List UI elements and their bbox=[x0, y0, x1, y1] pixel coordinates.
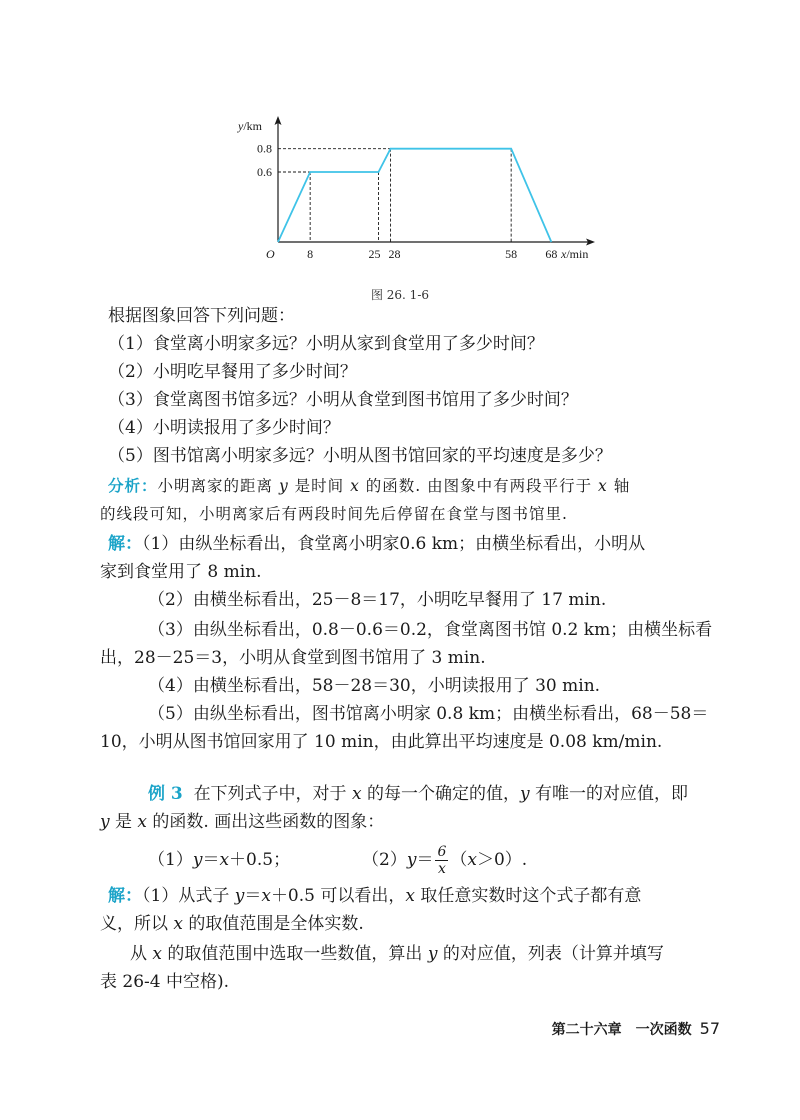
example3-label: 例 3 bbox=[148, 784, 183, 804]
solution2-line-3: 从 x 的取值范围中选取一些数值，算出 y 的对应值，列表（计算并填写 bbox=[130, 944, 664, 964]
fraction-6-over-x: $\frac{6}{x}$ bbox=[437, 844, 447, 877]
question-5: （5）图书馆离小明家多远？小明从图书馆回家的平均速度是多少？ bbox=[108, 446, 612, 466]
x-tick-label: 25 bbox=[368, 247, 381, 261]
solution-line-1: 解：（1）由纵坐标看出，食堂离小明家0.6 km；由横坐标看出，小明从 bbox=[108, 534, 646, 554]
solution-line-8: 10，小明从图书馆回家用了 10 min，由此算出平均速度是 0.08 km/min. bbox=[100, 732, 663, 752]
x-tick-label: 28 bbox=[388, 247, 401, 261]
solution2-line-4: 表 26-4 中空格). bbox=[100, 972, 230, 992]
x-tick-label: 8 bbox=[307, 247, 314, 261]
distance-series-line bbox=[278, 149, 551, 242]
solution-line-3: （2）由横坐标看出，25－8＝17，小明吃早餐用了 17 min. bbox=[148, 590, 607, 610]
solution-line-2: 家到食堂用了 8 min. bbox=[100, 562, 262, 582]
x-tick-label: 68 bbox=[545, 247, 558, 261]
x-tick-label: 58 bbox=[505, 247, 518, 261]
origin-label: O bbox=[266, 247, 275, 261]
formula-1: （1）y＝x＋0.5； bbox=[148, 850, 291, 870]
analysis-line-2: 的线段可知，小明离家后有两段时间先后停留在食堂与图书馆里. bbox=[100, 505, 568, 523]
solution2-line-1: 解：（1）从式子 y＝x＋0.5 可以看出，x 取任意实数时这个式子都有意 bbox=[108, 886, 642, 906]
chapter-title: 第二十六章 一次函数 bbox=[551, 1022, 692, 1038]
formula-2: （2）y＝ $\frac{6}{x}$ （x＞0）. bbox=[362, 844, 528, 877]
solution2-line-2: 义，所以 x 的取值范围是全体实数. bbox=[100, 914, 364, 934]
solution-line-4: （3）由纵坐标看出，0.8－0.6＝0.2，食堂离图书馆 0.2 km；由横坐标看 bbox=[148, 620, 713, 640]
x-axis-label: x/min bbox=[561, 247, 589, 261]
question-2: （2）小明吃早餐用了多少时间？ bbox=[108, 362, 357, 382]
question-3: （3）食堂离图书馆多远？小明从食堂到图书馆用了多少时间？ bbox=[108, 390, 578, 410]
solution-label: 解： bbox=[108, 534, 142, 554]
figure-caption: 图 26. 1-6 bbox=[370, 288, 430, 302]
solution2-label: 解： bbox=[108, 886, 142, 906]
solution-line-6: （4）由横坐标看出，58－28＝30，小明读报用了 30 min. bbox=[148, 676, 601, 696]
distance-time-chart bbox=[225, 110, 605, 280]
y-tick-label: 0.8 bbox=[257, 141, 272, 156]
analysis-line-1: 分析：小明离家的距离 y 是时间 x 的函数. 由图象中有两段平行于 x 轴 bbox=[108, 476, 631, 495]
solution-line-5: 出，28－25＝3，小明从食堂到图书馆用了 3 min. bbox=[100, 648, 486, 668]
page-number: 57 bbox=[699, 1019, 720, 1038]
question-1: （1）食堂离小明家多远？小明从家到食堂用了多少时间？ bbox=[108, 334, 544, 354]
intro-text: 根据图象回答下列问题： bbox=[108, 306, 295, 326]
page-footer bbox=[500, 1019, 720, 1039]
solution-line-7: （5）由纵坐标看出，图书馆离小明家 0.8 km；由横坐标看出，68－58＝ bbox=[148, 704, 709, 724]
question-4: （4）小明读报用了多少时间？ bbox=[108, 418, 340, 438]
example3-line-2: y 是 x 的函数. 画出这些函数的图象： bbox=[100, 812, 385, 832]
y-tick-label: 0.6 bbox=[257, 165, 272, 179]
y-axis-label: y/km bbox=[238, 119, 262, 133]
example3-line-1: 例 3 在下列式子中，对于 x 的每一个确定的值，y 有唯一的对应值，即 bbox=[148, 784, 688, 804]
analysis-label: 分析： bbox=[108, 476, 158, 495]
